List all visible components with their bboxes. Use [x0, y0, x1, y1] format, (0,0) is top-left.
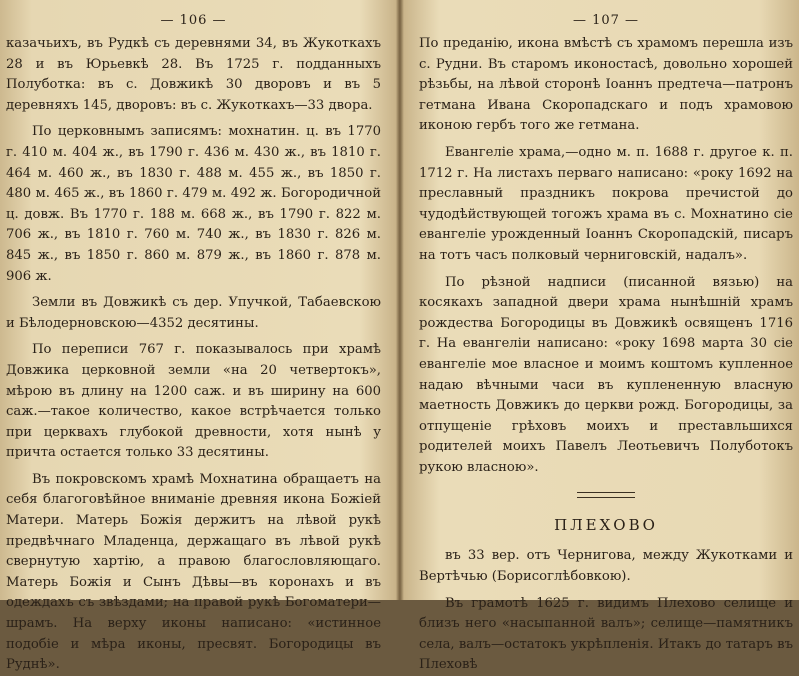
- paragraph: По рѣзной надписи (писанной вязью) на косякахъ западной двери храма нынѣшній храмъ рождества Богородицы въ Довжикѣ освященъ 1716 г. На евангеліи написано: «року 1698 марта 30 сіе евангеліе мое власное и моимъ коштомъ купленное надаю вѣчными часи въ куплененную власную маетность Довжикъ до церкви рожд. Богородицы, за отпущеніе грѣховъ моихъ и преставльшихся родителей моихъ Павелъ Леотьевичъ Полуботокъ рукою власною».: [419, 274, 793, 475]
- page-body: [6, 34, 381, 676]
- paragraph: въ 33 вер. отъ Чернигова, между Жукотками и Вертѣчью (Борисоглѣбовкою).: [419, 548, 793, 585]
- page-number: — 107 —: [572, 13, 640, 28]
- paragraph: Земли въ Довжикѣ съ дер. Упучкой, Табаевскою и Бѣлодерновскою—4352 десятины.: [6, 295, 381, 331]
- page-body: [419, 34, 793, 676]
- right-page: [401, 0, 799, 673]
- paragraph: По переписи 767 г. показывалось при храмѣ Довжика церковной земли «на 20 четвертокъ», мѣрою въ длину на 1200 саж. и въ ширину на 600 саж.—такое количество, какое встрѣчается только при церквахъ глубокой древности, хотя нынѣ у причта остается только 33 десятины.: [6, 342, 381, 461]
- left-page: [0, 0, 399, 673]
- paragraph: По преданію, икона вмѣстѣ съ храмомъ перешла изъ с. Рудни. Въ старомъ иконостасѣ, довольно хорошей рѣзьбы, на лѣвой сторонѣ Іоаннъ предтеча—патронъ гетмана Ивана Скоропадскаго и подъ храмовою иконою гербъ того же гетмана.: [419, 36, 793, 134]
- section-heading: ПЛЕХОВО: [554, 516, 658, 535]
- paragraph: казачьихъ, въ Рудкѣ съ деревнями 34, въ Жукоткахъ 28 и въ Юрьевкѣ 28. Въ 1725 г. подданныхъ Полуботка: въ с. Довжикѣ 30 дворовъ и въ 5 деревняхъ 145, дворовъ: въ с. Жукоткахъ—33 двора.: [6, 36, 381, 113]
- paragraph: Евангеліе храма,—одно м. п. 1688 г. другое к. п. 1712 г. На листахъ перваго написано: «року 1692 на преславный праздникъ покрова пречистой до чудодѣйствующей тогожъ храма въ с. Мохнатино сіе евангеліе урожденный Іоаннъ Скоропадскій, писаръ на тотъ часъ полковый черниговскій, надалъ».: [419, 144, 793, 263]
- paragraph: По церковнымъ записямъ: мохнатин. ц. въ 1770 г. 410 м. 404 ж., въ 1790 г. 436 м. 430 ж., въ 1810 г. 464 м. 460 ж., въ 1830 г. 488 м. 455 ж., въ 1850 г. 480 м. 465 ж., въ 1860 г. 479 м. 492 ж. Богородичной ц. довж. Въ 1770 г. 188 м. 668 ж., въ 1790 г. 822 м. 706 ж., въ 1810 г. 760 м. 740 ж., въ 1830 г. 826 м. 845 ж., въ 1850 г. 860 м. 879 ж., въ 1860 г. 878 м. 906 ж.: [6, 124, 381, 284]
- section-divider: [577, 492, 635, 498]
- paragraph: Въ грамотѣ 1625 г. видимъ Плехово селище и близъ него «насыпанной валъ»; селище—памятникъ села, валъ—остатокъ укрѣпленія. Итакъ до татаръ въ Плеховѣ: [419, 595, 793, 673]
- page-number: — 106 —: [160, 13, 227, 28]
- paragraph: Въ покровскомъ храмѣ Мохнатина обращаетъ на себя благоговѣйное вниманіе древняя икона Божіей Матери. Матерь Божія держитъ на лѣвой рукѣ предвѣчнаго Младенца, держащаго въ лѣвой рукѣ свернутую хартію, а правою благословляющаго. Матерь Божія и Сынъ Дѣвы—въ коронахъ и въ одеждахъ съ звѣздами; на правой рукѣ Богоматери—шрамъ. На верху иконы написано: «истинное подобіе и мѣра иконы, пресвят. Богородицы въ Руднѣ».: [6, 471, 381, 673]
